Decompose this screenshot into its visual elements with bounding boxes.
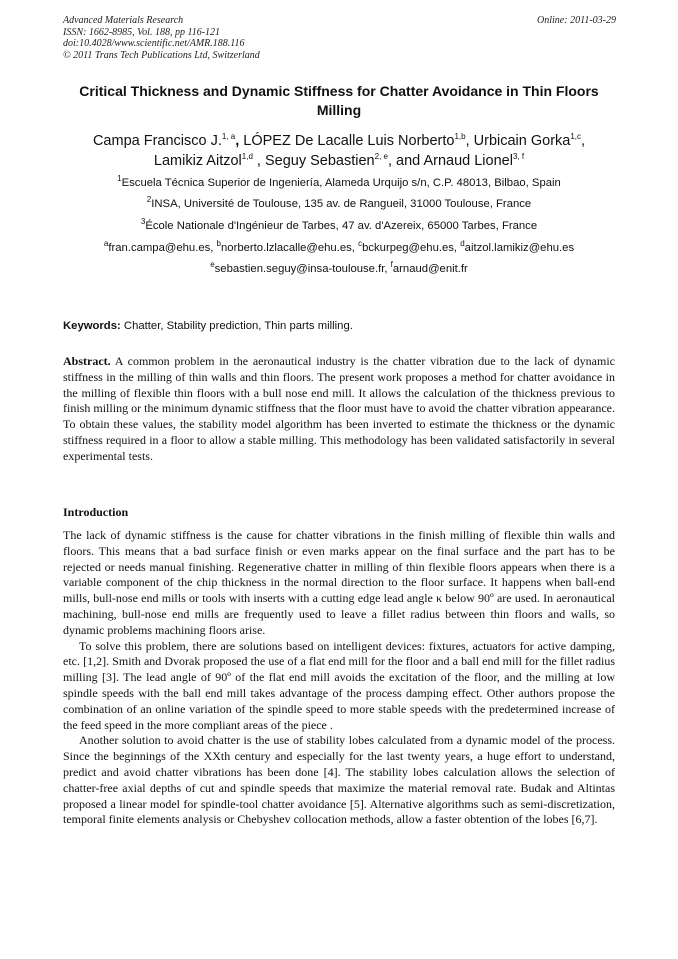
email-sup: b (216, 239, 221, 249)
paragraph: Another solution to avoid chatter is the use of stability lobes calculated from a dynamic model of the process. Since the beginnings of the XXth century and especially for the last twenty years, a huge effort to understand, predict and avoid chatter vibrations has been done [4]. The stability lobes calculation allows the selection of chatter-free axial depths of cut and spindle speeds that maximize the material removal rate. Budak and Altintas proposed a linear model for spindle-tool chatter avoidance [5]. Alternative algorithms such as semi-discretization, temporal finite elements analysis or Chebyshev collocation methods, allow a faster obtention of the lobes [6,7]. (63, 733, 615, 827)
keywords (63, 320, 353, 332)
author-sup: 1,c (570, 132, 582, 142)
affiliation-3 (63, 219, 615, 233)
email-sup: e (210, 260, 215, 270)
journal-name: Advanced Materials Research (63, 15, 184, 26)
abstract (63, 354, 615, 465)
author-name: Arnaud Lionel (423, 153, 513, 169)
affiliation-text: INSA, Université de Toulouse, 135 av. de Rangueil, 31000 Toulouse, France (151, 198, 532, 210)
keywords-label: Keywords: (63, 320, 121, 332)
abstract-text: A common problem in the aeronautical industry is the chatter vibration due to the lack of dynamic stiffness in the milling of thin walls and thin floors. The present work proposes a method for chatter avoidance in the milling of flexible thin floors with a bull nose end mill. It allows the calculation of the thickness previous to finish milling or the minimum dynamic stiffness that the floor must have to avoid the chatter vibration appearance. To obtain these values, the stability model algorithm has been inverted to estimate the thickness or the dynamic stiffness required in a floor to allow a stable milling. This methodology has been validated satisfactorily in several experimental tests. (63, 354, 615, 463)
email-line-2 (63, 262, 615, 276)
paragraph: The lack of dynamic stiffness is the cause for chatter vibrations in the finish milling of flexible thin walls and floors. This means that a bad surface finish or even marks appear on the final surface and the part has to be rejected or needs manual finishing. Regenerative chatter in milling of thin flexible floors appears when there is a variable component of the chip thickness in the normal direction to the floor surface. It happens when ball-end mills, bull-nose end mills or tools with inserts with a cutting edge lead angle κ below 90º are used. In aeronautical machining, bull-nose end mills are frequently used to leave a fillet radius between thin floors and walls, so dynamic problems machining floors arise. (63, 528, 615, 637)
email-sup: f (390, 260, 393, 270)
author-separator: , (252, 153, 265, 169)
keywords-text: Chatter, Stability prediction, Thin parts milling. (120, 320, 353, 332)
author-separator: , (235, 133, 244, 149)
paper-title: Critical Thickness and Dynamic Stiffness for Chatter Avoidance in Thin Floors Milling (79, 83, 599, 118)
email-line-1 (63, 241, 615, 255)
doi-line: doi:10.4028/www.scientific.net/AMR.188.116 (63, 38, 245, 49)
email-link[interactable]: fran.campa@ehu.es, (108, 242, 217, 254)
author-sup: 1,d (241, 152, 253, 162)
author-sup: 1,b (454, 132, 466, 142)
issn-line: ISSN: 1662-8985, Vol. 188, pp 116-121 (63, 26, 221, 38)
affiliation-sup: 3 (140, 217, 146, 227)
copyright-line: © 2011 Trans Tech Publications Ltd, Switzerland (63, 49, 260, 61)
paragraph: To solve this problem, there are solutions based on intelligent devices: fixtures, actuators for active damping, etc. [1,2]. Smith and Dvorak proposed the use of a flat end mill for the floor and a ball end mill for the fillet radius milling [3]. The lead angle of 90º of the flat end mill avoids the excitation of the floor, and the milling at low spindle speeds with the ball end mill takes advantage of the process damping effect. Other authors propose the combination of an online variation of the spindle speed to more stable speeds with the predetermined increase of the feed speed in the more compliant areas of the piece . (63, 638, 615, 732)
section-heading-introduction: Introduction (63, 505, 129, 519)
email-sup: a (103, 239, 109, 249)
affiliation-sup: 1 (117, 174, 122, 184)
author-name: Campa Francisco J. (92, 133, 222, 149)
affiliation-1 (63, 176, 615, 190)
online-date: Online: 2011-03-29 (537, 15, 616, 26)
author-sup: 2, e (374, 152, 388, 162)
author-sup: 3, f (512, 152, 525, 162)
author-name: Lamikiz Aitzol (153, 153, 242, 169)
affiliation-2 (63, 197, 615, 211)
affiliation-sup: 2 (146, 195, 152, 205)
introduction-body (63, 528, 615, 828)
email-sup: c (358, 239, 363, 249)
email-sup: d (460, 239, 465, 249)
email-link[interactable]: aitzol.lamikiz@ehu.es (464, 242, 575, 254)
email-link[interactable]: norberto.lzlacalle@ehu.es, (221, 242, 359, 254)
author-name: Urbicain Gorka (473, 133, 571, 149)
journal-header (63, 15, 260, 61)
email-link[interactable]: bckurpeg@ehu.es, (362, 242, 461, 254)
author-separator: , (465, 133, 474, 149)
author-list (63, 131, 615, 171)
abstract-label: Abstract. (63, 354, 111, 368)
email-link[interactable]: sebastien.seguy@insa-toulouse.fr, (214, 263, 391, 275)
author-sup: 1, a (221, 132, 236, 142)
affiliation-text: École Nationale d'Ingénieur de Tarbes, 47 av. d'Azereix, 65000 Tarbes, France (145, 220, 538, 232)
author-separator: , (581, 133, 586, 149)
author-name: Seguy Sebastien (264, 153, 375, 169)
author-separator: , and (387, 153, 424, 169)
author-name: LÓPEZ De Lacalle Luis Norberto (243, 133, 455, 149)
email-link[interactable]: arnaud@enit.fr (392, 263, 468, 275)
affiliation-text: Escuela Técnica Superior de Ingeniería, Alameda Urquijo s/n, C.P. 48013, Bilbao, Spain (121, 177, 561, 189)
